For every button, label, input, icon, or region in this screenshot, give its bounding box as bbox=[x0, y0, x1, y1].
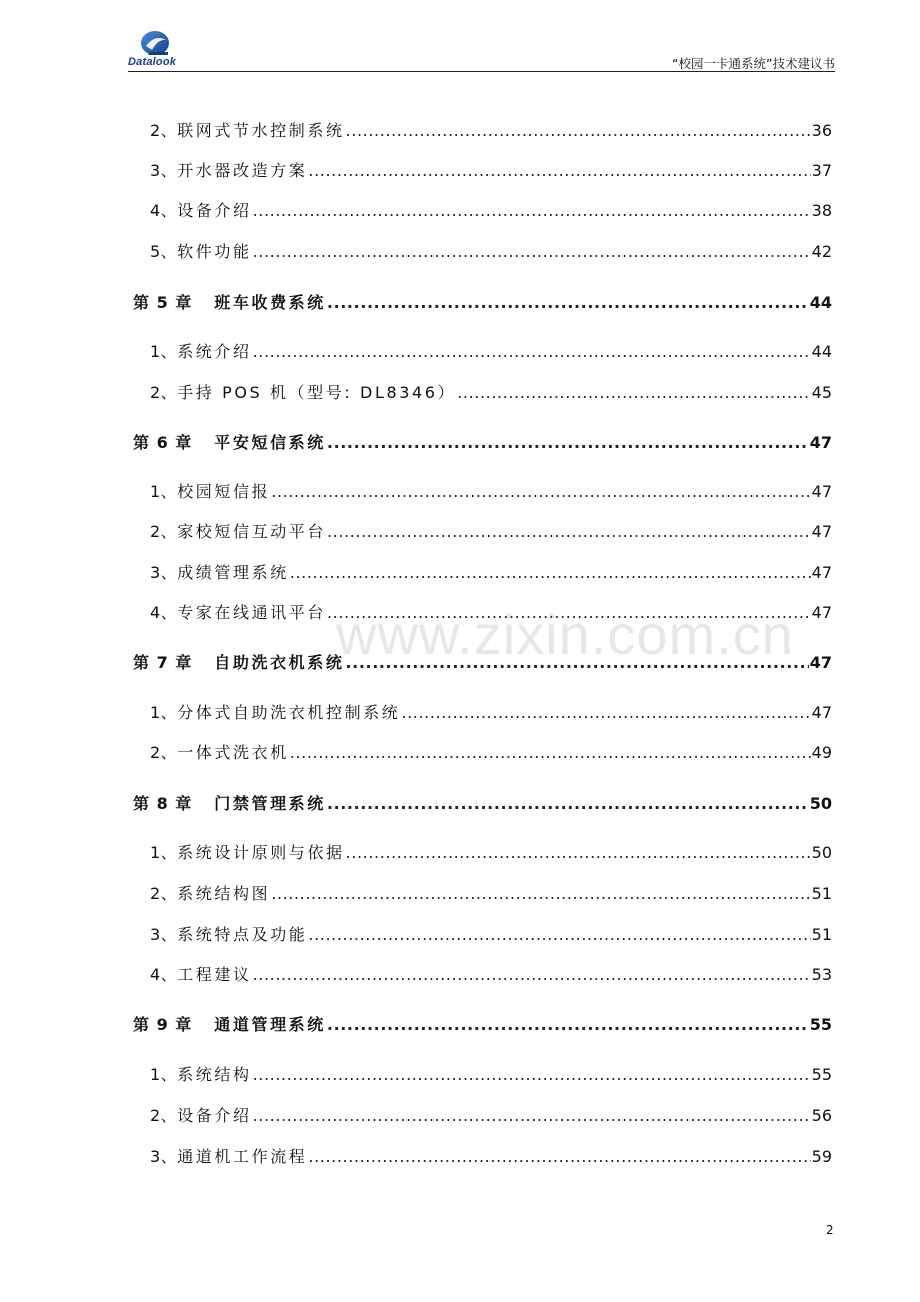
header-divider bbox=[128, 71, 835, 72]
toc-entry-row[interactable] bbox=[150, 560, 832, 584]
toc-page-number: 37 bbox=[811, 161, 832, 180]
toc-page-number: 56 bbox=[811, 1106, 832, 1125]
toc-page-number: 47 bbox=[811, 603, 832, 622]
toc-title: 通道机工作流程 bbox=[177, 1147, 308, 1166]
toc-number: 4、 bbox=[150, 603, 178, 622]
toc-number: 1、 bbox=[150, 703, 178, 722]
toc-page-number: 59 bbox=[811, 1147, 832, 1166]
toc-entry-row[interactable] bbox=[150, 700, 832, 724]
toc-page-number: 36 bbox=[811, 121, 832, 140]
toc-entry-row[interactable] bbox=[150, 339, 832, 363]
toc-page-number: 42 bbox=[811, 242, 832, 261]
toc-dot-leader bbox=[253, 1106, 811, 1125]
toc-title: 软件功能 bbox=[177, 242, 252, 261]
toc-page-number: 55 bbox=[809, 1015, 832, 1034]
toc-title: 系统结构图 bbox=[177, 884, 271, 903]
toc-dot-leader bbox=[327, 522, 811, 541]
toc-dot-leader bbox=[308, 1147, 810, 1166]
toc-number: 第 9 章 bbox=[133, 1015, 193, 1034]
toc-number: 4、 bbox=[150, 965, 178, 984]
toc-dot-leader bbox=[327, 1015, 809, 1034]
toc-number: 2、 bbox=[150, 522, 178, 541]
toc-entry-row[interactable] bbox=[150, 158, 832, 182]
toc-entry-row[interactable] bbox=[150, 881, 832, 905]
toc-entry-row[interactable] bbox=[150, 479, 832, 503]
toc-page-number: 47 bbox=[809, 653, 832, 672]
toc-title: 自助洗衣机系统 bbox=[214, 653, 345, 672]
toc-entry-row[interactable] bbox=[150, 1062, 832, 1086]
toc-title: 系统结构 bbox=[177, 1065, 252, 1084]
toc-title: 工程建议 bbox=[177, 965, 252, 984]
toc-title: 联网式节水控制系统 bbox=[177, 121, 345, 140]
toc-number: 1、 bbox=[150, 482, 178, 501]
toc-entry-row[interactable] bbox=[150, 1103, 832, 1127]
toc-title: 系统设计原则与依据 bbox=[177, 843, 345, 862]
toc-dot-leader bbox=[346, 843, 811, 862]
toc-page-number: 51 bbox=[811, 925, 832, 944]
toc-title: 专家在线通讯平台 bbox=[177, 603, 326, 622]
toc-dot-leader bbox=[290, 743, 811, 762]
toc-dot-leader bbox=[308, 925, 810, 944]
toc-number: 2、 bbox=[150, 743, 178, 762]
toc-number: 第 5 章 bbox=[133, 293, 193, 312]
toc-entry-row[interactable] bbox=[150, 840, 832, 864]
toc-number: 3、 bbox=[150, 563, 178, 582]
toc-title: 系统特点及功能 bbox=[177, 925, 308, 944]
toc-number: 2、 bbox=[150, 1106, 178, 1125]
toc-number: 2、 bbox=[150, 121, 178, 140]
toc-title: 通道管理系统 bbox=[214, 1015, 326, 1034]
toc-page-number: 45 bbox=[811, 383, 832, 402]
toc-page-number: 47 bbox=[809, 433, 832, 452]
toc-title: 开水器改造方案 bbox=[177, 161, 308, 180]
toc-entry-row[interactable] bbox=[150, 118, 832, 142]
toc-dot-leader bbox=[290, 563, 811, 582]
toc-number: 5、 bbox=[150, 242, 178, 261]
toc-page-number: 47 bbox=[811, 482, 832, 501]
toc-title: 分体式自助洗衣机控制系统 bbox=[177, 703, 401, 722]
toc-number: 3、 bbox=[150, 161, 178, 180]
toc-chapter-row[interactable] bbox=[133, 430, 832, 454]
toc-number: 3、 bbox=[150, 925, 178, 944]
toc-number: 4、 bbox=[150, 201, 178, 220]
toc-dot-leader bbox=[327, 794, 809, 813]
toc-entry-row[interactable] bbox=[150, 519, 832, 543]
toc-number: 1、 bbox=[150, 1065, 178, 1084]
toc-dot-leader bbox=[346, 121, 811, 140]
watermark: www.zixin.com.cn bbox=[336, 603, 794, 666]
toc-dot-leader bbox=[271, 884, 810, 903]
toc-page-number: 47 bbox=[811, 522, 832, 541]
toc-dot-leader bbox=[401, 703, 810, 722]
toc-dot-leader bbox=[327, 433, 809, 452]
toc-page-number: 44 bbox=[811, 342, 832, 361]
toc-dot-leader bbox=[253, 342, 811, 361]
toc-page-number: 47 bbox=[811, 563, 832, 582]
toc-page-number: 38 bbox=[811, 201, 832, 220]
toc-number: 1、 bbox=[150, 843, 178, 862]
toc-dot-leader bbox=[457, 383, 810, 402]
toc-dot-leader bbox=[271, 482, 810, 501]
toc-number: 第 8 章 bbox=[133, 794, 193, 813]
toc-chapter-row[interactable] bbox=[133, 290, 832, 314]
toc-title: 设备介绍 bbox=[177, 201, 252, 220]
toc-page-number: 55 bbox=[811, 1065, 832, 1084]
toc-dot-leader bbox=[308, 161, 810, 180]
toc-chapter-row[interactable] bbox=[133, 791, 832, 815]
toc-dot-leader bbox=[253, 201, 811, 220]
toc-number: 2、 bbox=[150, 383, 178, 402]
toc-page-number: 50 bbox=[809, 794, 832, 813]
toc-title: 一体式洗衣机 bbox=[177, 743, 289, 762]
page-header bbox=[128, 28, 835, 72]
toc-dot-leader bbox=[253, 1065, 811, 1084]
toc-entry-row[interactable] bbox=[150, 922, 832, 946]
toc-number: 第 7 章 bbox=[133, 653, 193, 672]
toc-title: 设备介绍 bbox=[177, 1106, 252, 1125]
toc-page-number: 50 bbox=[811, 843, 832, 862]
toc-number: 2、 bbox=[150, 884, 178, 903]
toc-number: 1、 bbox=[150, 342, 178, 361]
toc-page-number: 47 bbox=[811, 703, 832, 722]
toc-dot-leader bbox=[253, 965, 811, 984]
toc-page-number: 44 bbox=[809, 293, 832, 312]
toc-title: 家校短信互动平台 bbox=[177, 522, 326, 541]
toc-dot-leader bbox=[327, 293, 809, 312]
toc-entry-row[interactable] bbox=[150, 239, 832, 263]
document-title: “校园一卡通系统”技术建议书 bbox=[672, 56, 835, 71]
toc-page-number: 53 bbox=[811, 965, 832, 984]
toc-title: 校园短信报 bbox=[177, 482, 271, 501]
toc-entry-row[interactable] bbox=[150, 962, 832, 986]
toc-entry-row[interactable] bbox=[150, 198, 832, 222]
page-number: 2 bbox=[826, 1223, 834, 1237]
toc-chapter-row[interactable] bbox=[133, 1012, 832, 1036]
toc-dot-leader bbox=[253, 242, 811, 261]
toc-number: 第 6 章 bbox=[133, 433, 193, 452]
toc-title: 班车收费系统 bbox=[214, 293, 326, 312]
toc-page-number: 51 bbox=[811, 884, 832, 903]
toc-title: 平安短信系统 bbox=[214, 433, 326, 452]
logo-wordmark: Datalook bbox=[128, 56, 177, 68]
toc-entry-row[interactable] bbox=[150, 380, 832, 404]
toc-entry-row[interactable] bbox=[150, 740, 832, 764]
toc-title: 成绩管理系统 bbox=[177, 563, 289, 582]
toc-title: 手持 POS 机（型号: DL8346） bbox=[177, 383, 457, 402]
toc-title: 门禁管理系统 bbox=[214, 794, 326, 813]
toc-title: 系统介绍 bbox=[177, 342, 252, 361]
toc-number: 3、 bbox=[150, 1147, 178, 1166]
toc-entry-row[interactable] bbox=[150, 1144, 832, 1168]
toc-page-number: 49 bbox=[811, 743, 832, 762]
